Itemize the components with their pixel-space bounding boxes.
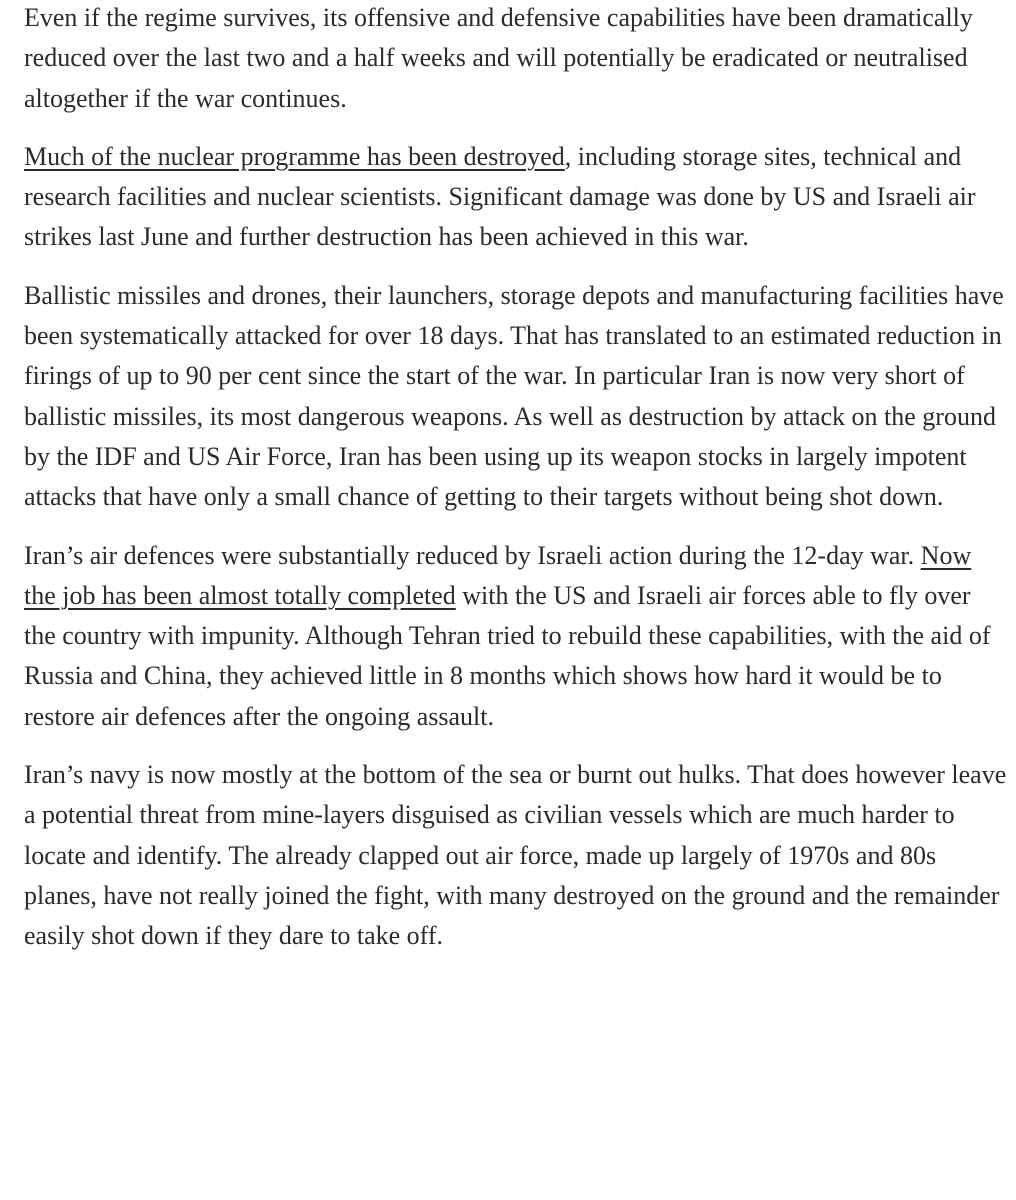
paragraph-air-defences [24, 536, 1008, 737]
link-nuclear-programme-destroyed[interactable]: Much of the nuclear programme has been destroyed [24, 141, 565, 171]
paragraph-text: Iran’s navy is now mostly at the bottom of the sea or burnt out hulks. That does however leave a potential threat from mine-layers disguised as civilian vessels which are much harder to locate and identify. The already clapped out air force, made up largely of 1970s and 80s planes, have not really joined the fight, with many destroyed on the ground and the remainder easily shot down if they dare to take off. [24, 760, 1007, 951]
paragraph-text: Even if the regime survives, its offensive and defensive capabilities have been dramatically reduced over the last two and a half weeks and will potentially be eradicated or neutralised altogether if the war continues. [24, 3, 973, 113]
paragraph-text: Ballistic missiles and drones, their launchers, storage depots and manufacturing facilities have been systematically attacked for over 18 days. That has translated to an estimated reduction in firings of up to 90 per cent since the start of the war. In particular Iran is now very short of ballistic missiles, its most dangerous weapons. As well as destruction by attack on the ground by the IDF and US Air Force, Iran has been using up its weapon stocks in largely impotent attacks that have only a small chance of getting to their targets without being shot down. [24, 280, 1004, 512]
paragraph-regime-capabilities [24, 0, 1008, 119]
paragraph-nuclear-programme [24, 137, 1008, 258]
paragraph-text: , including storage sites, technical and research facilities and nuclear scientists. Significant damage was done by US and Israeli air strikes last June and further destruction has been achieved in this war. [24, 141, 976, 252]
paragraph-text-before-link: Iran’s air defences were substantially reduced by Israeli action during the 12-day war. [24, 540, 921, 570]
paragraph-text-after-link: with the US and Israeli air forces able to fly over the country with impunity. Although Tehran tried to rebuild these capabilities, with the aid of Russia and China, they achieved little in 8 months which shows how hard it would be to restore air defences after the ongoing assault. [24, 580, 991, 731]
paragraph-navy-air-force [24, 755, 1008, 956]
link-job-almost-completed[interactable]: Now the job has been almost totally completed [24, 540, 972, 610]
paragraph-ballistic-missiles [24, 276, 1008, 518]
article-body [24, 0, 1008, 975]
